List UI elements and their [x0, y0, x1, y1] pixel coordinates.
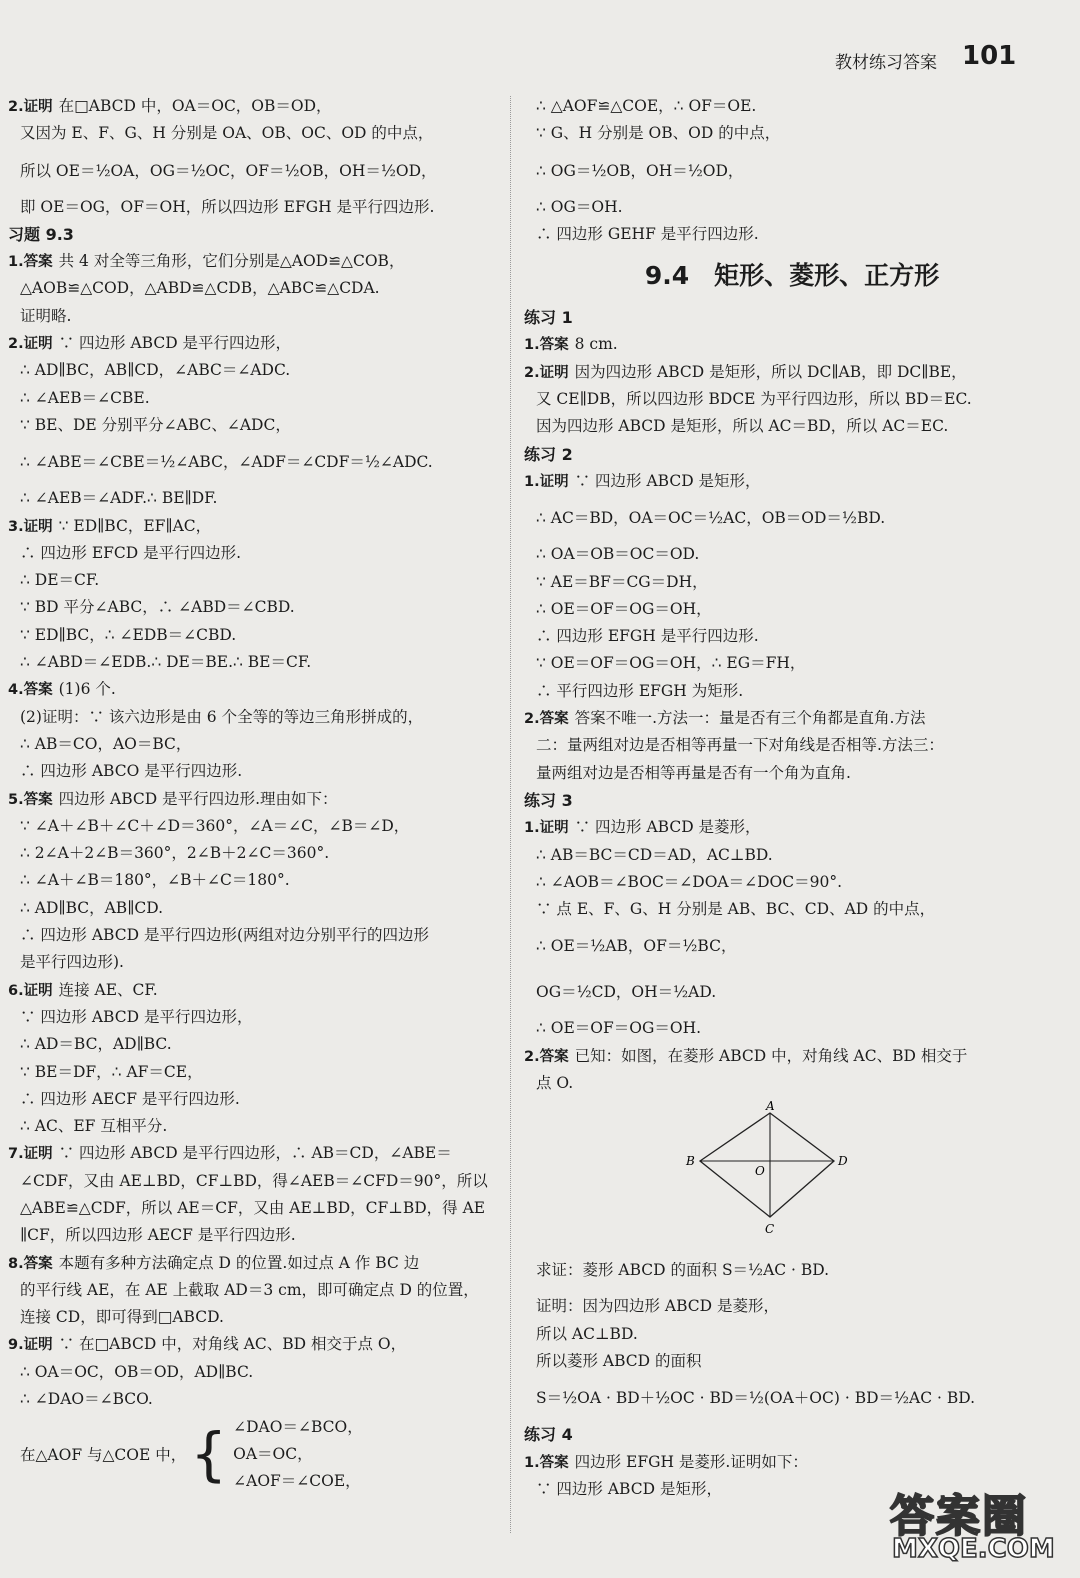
text-line: ∴ DE＝CF. — [20, 571, 100, 590]
text-line: ∴ OA＝OC，OB＝OD，AD∥BC. — [20, 1362, 254, 1381]
header-title: 教材练习答案 — [835, 53, 937, 73]
text-line: 7.证明 ∵ 四边形 ABCD 是平行四边形，∴ AB＝CD，∠ABE＝ — [8, 1144, 452, 1163]
text-line: 所以 OE＝½OA，OG＝½OC，OF＝½OB，OH＝½OD， — [20, 161, 437, 180]
text-line: ∴ 四边形 ABCO 是平行四边形. — [20, 762, 243, 781]
text-line: 3.证明 ∵ ED∥BC，EF∥AC， — [8, 516, 212, 535]
text-line: ∴ AD＝BC，AD∥BC. — [20, 1035, 172, 1054]
text-line: ∴ 平行四边形 EFGH 为矩形. — [536, 681, 744, 700]
condition-item: ∠DAO＝∠BCO， — [233, 1417, 363, 1436]
text-line: 在△AOF 与△COE 中， — [20, 1446, 187, 1465]
text-line: ∵ BE、DE 分别平分∠ABC、∠ADC， — [20, 415, 291, 434]
text-line: 2.证明 因为四边形 ABCD 是矩形，所以 DC∥AB，即 DC∥BE， — [524, 362, 967, 381]
condition-list — [233, 1414, 363, 1495]
text-line: ∴ 四边形 EFCD 是平行四边形. — [20, 543, 242, 562]
text-line: 1.证明 ∵ 四边形 ABCD 是菱形， — [524, 818, 761, 837]
text-line: ∴ AB＝BC＝CD＝AD，AC⊥BD. — [536, 845, 773, 864]
watermark-url: MXQE.COM — [892, 1534, 1055, 1564]
text-line: 量两组对边是否相等再量是否有一个角为直角. — [536, 763, 851, 782]
text-line: ∴ AC、EF 互相平分. — [20, 1117, 168, 1136]
text-line: 1.答案 四边形 EFGH 是菱形.证明如下： — [524, 1452, 808, 1471]
text-line: 所以菱形 ABCD 的面积 — [536, 1351, 702, 1370]
text-line: 证明：因为四边形 ABCD 是菱形， — [536, 1297, 780, 1316]
page-number: 101 — [962, 41, 1017, 71]
text-line: 5.答案 四边形 ABCD 是平行四边形.理由如下： — [8, 789, 338, 808]
congruence-conditions — [8, 1413, 500, 1495]
text-line: 2.证明 在□ABCD 中，OA＝OC，OB＝OD， — [8, 97, 332, 115]
text-line: ∴ OE＝OF＝OG＝OH， — [536, 599, 712, 618]
text-line: OG＝½CD，OH＝½AD. — [536, 983, 717, 1002]
text-line: 又 CE∥DB，所以四边形 BDCE 为平行四边形，所以 BD＝EC. — [536, 390, 972, 409]
text-line: ∴ OE＝OF＝OG＝OH. — [536, 1019, 702, 1038]
text-line: ∵ OE＝OF＝OG＝OH，∴ EG＝FH， — [536, 654, 806, 673]
text-line: 所以 AC⊥BD. — [536, 1324, 638, 1343]
text-line: 的平行线 AE，在 AE 上截取 AD＝3 cm，即可确定点 D 的位置， — [20, 1280, 479, 1299]
rhombus-outline — [700, 1113, 834, 1217]
rhombus-figure — [524, 1097, 1020, 1247]
text-line: 2.答案 答案不唯一.方法一：量是否有三个角都是直角.方法 — [524, 709, 926, 728]
text-line: 2.答案 已知：如图，在菱形 ABCD 中，对角线 AC、BD 相交于 — [524, 1046, 968, 1065]
text-line: ∴ ∠ABD＝∠EDB.∴ DE＝BE.∴ BE＝CF. — [20, 653, 312, 672]
text-line: S＝½OA · BD＋½OC · BD＝½(OA＋OC) · BD＝½AC · BD. — [536, 1389, 976, 1408]
text-line: 点 O. — [536, 1074, 574, 1093]
text-line: ∵ 四边形 ABCD 是平行四边形， — [20, 1007, 253, 1026]
text-line: 是平行四边形). — [20, 953, 124, 972]
text-line: ∵ ∠A＋∠B＋∠C＋∠D＝360°，∠A＝∠C，∠B＝∠D， — [20, 816, 410, 835]
text-line: ∴ AB＝CO，AO＝BC， — [20, 734, 192, 753]
text-line: 即 OE＝OG，OF＝OH，所以四边形 EFGH 是平行四边形. — [20, 197, 435, 216]
text-line: △AOB≌△COD，△ABD≌△CDB，△ABC≌△CDA. — [20, 279, 380, 298]
text-line: ∵ G、H 分别是 OB、OD 的中点， — [536, 124, 781, 143]
exercise-heading: 练习 2 — [524, 444, 573, 464]
exercise-heading: 练习 3 — [524, 790, 573, 810]
text-line: ∵ BE＝DF，∴ AF＝CE， — [20, 1062, 203, 1081]
text-line: ∴ ∠AEB＝∠CBE. — [20, 388, 150, 407]
condition-item: ∠AOF＝∠COE， — [233, 1471, 361, 1490]
section-heading: 习题 9.3 — [8, 224, 74, 244]
text-line: 9.证明 ∵ 在□ABCD 中，对角线 AC、BD 相交于点 O， — [8, 1335, 407, 1354]
text-line: ∴ OG＝OH. — [536, 197, 623, 216]
text-line: 二：量两组对边是否相等再量一下对角线是否相等.方法三： — [536, 736, 944, 755]
text-line: 求证：菱形 ABCD 的面积 S＝½AC · BD. — [536, 1261, 830, 1280]
rhombus-diagram — [684, 1099, 874, 1239]
text-line: ∵ ED∥BC，∴ ∠EDB＝∠CBD. — [20, 625, 237, 644]
text-line: ∴ 四边形 ABCD 是平行四边形(两组对边分别平行的四边形 — [20, 926, 429, 945]
text-line: ∵ 点 E、F、G、H 分别是 AB、BC、CD、AD 的中点， — [536, 900, 936, 919]
text-line: ∴ △AOF≌△COE，∴ OF＝OE. — [536, 97, 757, 115]
vertex-label-c: C — [765, 1222, 775, 1237]
text-line: ∴ ∠AOB＝∠BOC＝∠DOA＝∠DOC＝90°. — [536, 872, 842, 891]
right-column — [524, 93, 1020, 1503]
text-line: ∠CDF，又由 AE⊥BD，CF⊥BD，得∠AEB＝∠CFD＝90°，所以 — [20, 1171, 488, 1190]
exercise-heading: 练习 1 — [524, 308, 573, 328]
text-line: ∴ AC＝BD，OA＝OC＝½AC，OB＝OD＝½BD. — [536, 509, 886, 528]
brace-symbol: { — [190, 1420, 228, 1489]
text-line: 连接 CD，即可得到□ABCD. — [20, 1308, 224, 1327]
vertex-label-a: A — [766, 1099, 775, 1114]
text-line: 8.答案 本题有多种方法确定点 D 的位置.如过点 A 作 BC 边 — [8, 1253, 420, 1272]
text-line: 1.证明 ∵ 四边形 ABCD 是矩形， — [524, 471, 761, 490]
section-title: 9.4 矩形、菱形、正方形 — [644, 261, 940, 291]
text-line: 证明略. — [20, 306, 72, 325]
text-line: (2)证明：∵ 该六边形是由 6 个全等的等边三角形拼成的， — [20, 707, 424, 726]
text-line: 4.答案 (1)6 个. — [8, 680, 116, 699]
text-line: ∴ ∠A＋∠B＝180°，∠B＋∠C＝180°. — [20, 871, 290, 890]
text-line: ∴ ∠ABE＝∠CBE＝½∠ABC，∠ADF＝∠CDF＝½∠ADC. — [20, 453, 433, 472]
text-line: ∴ ∠DAO＝∠BCO. — [20, 1390, 153, 1409]
text-line: ∴ 四边形 GEHF 是平行四边形. — [536, 224, 759, 243]
text-line: 因为四边形 ABCD 是矩形，所以 AC＝BD，所以 AC＝EC. — [536, 417, 949, 436]
watermark-logo — [890, 1480, 1062, 1570]
text-line: ∴ 2∠A＋2∠B＝360°，2∠B＋2∠C＝360°. — [20, 844, 330, 863]
text-line: ∴ ∠AEB＝∠ADF.∴ BE∥DF. — [20, 489, 218, 508]
text-line: ∴ AD∥BC，AB∥CD，∠ABC＝∠ADC. — [20, 361, 291, 380]
text-line: ∴ 四边形 EFGH 是平行四边形. — [536, 627, 759, 646]
text-line: ∴ OA＝OB＝OC＝OD. — [536, 545, 700, 564]
text-line: 1.答案 共 4 对全等三角形，它们分别是△AOD≌△COB， — [8, 252, 405, 271]
text-line: ∵ BD 平分∠ABC，∴ ∠ABD＝∠CBD. — [20, 598, 295, 617]
watermark-text: 答案圈 — [890, 1491, 1028, 1542]
text-line: 1.答案 8 cm. — [524, 335, 618, 354]
text-line: ∥CF，所以四边形 AECF 是平行四边形. — [20, 1226, 296, 1245]
center-label-o: O — [755, 1164, 765, 1179]
text-line: ∴ OG＝½OB，OH＝½OD， — [536, 161, 744, 180]
condition-item: OA＝OC， — [233, 1444, 313, 1463]
text-line: 又因为 E、F、G、H 分别是 OA、OB、OC、OD 的中点， — [20, 124, 434, 143]
text-line: ∴ 四边形 AECF 是平行四边形. — [20, 1089, 240, 1108]
text-line: 6.证明 连接 AE、CF. — [8, 980, 158, 999]
text-line: ∴ AD∥BC，AB∥CD. — [20, 898, 164, 917]
text-line: 2.证明 ∵ 四边形 ABCD 是平行四边形， — [8, 334, 292, 353]
column-divider — [510, 96, 511, 1533]
text-line: △ABE≌△CDF，所以 AE＝CF，又由 AE⊥BD，CF⊥BD，得 AE — [20, 1198, 486, 1217]
text-line: ∴ OE＝½AB，OF＝½BC， — [536, 937, 737, 956]
text-line: ∵ AE＝BF＝CG＝DH， — [536, 572, 708, 591]
vertex-label-d: D — [838, 1154, 848, 1169]
text-line: ∵ 四边形 ABCD 是矩形， — [536, 1479, 722, 1498]
left-column — [8, 93, 500, 1495]
exercise-heading: 练习 4 — [524, 1425, 573, 1445]
vertex-label-b: B — [686, 1154, 695, 1169]
